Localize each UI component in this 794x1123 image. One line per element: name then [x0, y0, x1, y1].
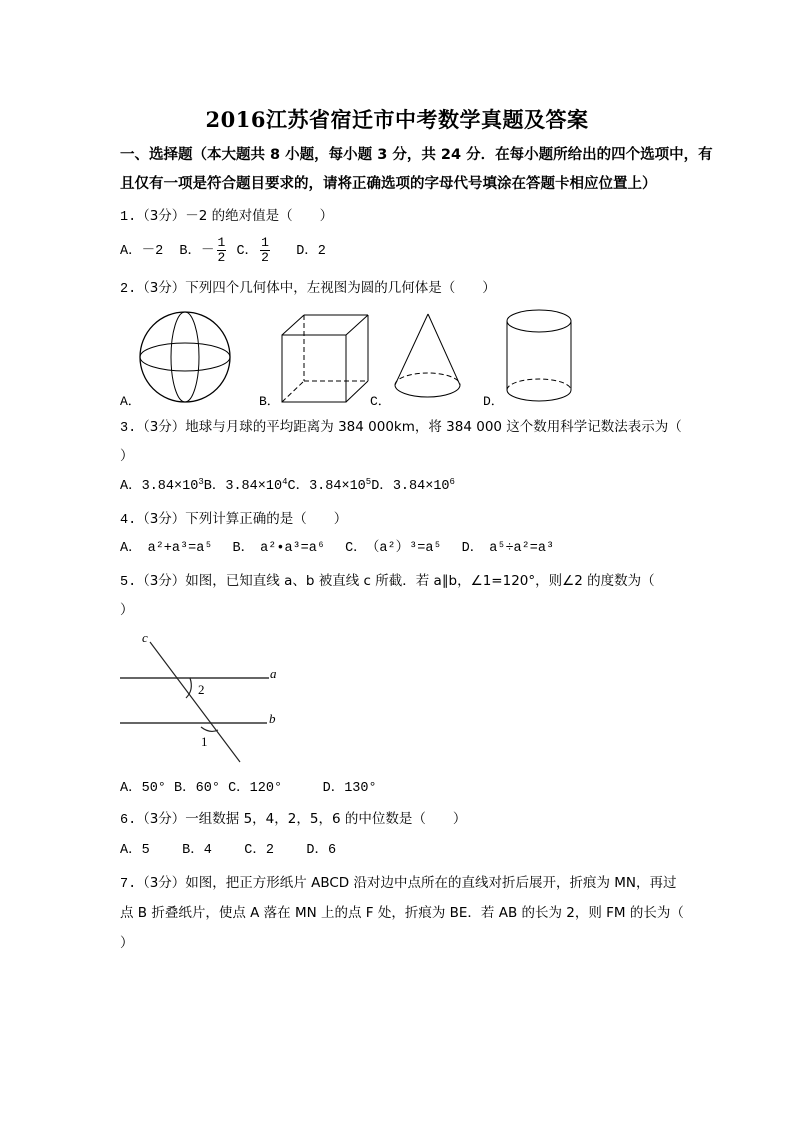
question-3-options	[120, 478, 455, 496]
option-a: A． a²+a³=a⁵	[120, 541, 213, 556]
angle-label-2: 2	[198, 682, 205, 697]
angle-label-1: 1	[201, 734, 208, 749]
figure-d-label: D．	[483, 394, 504, 409]
question-5-stem-line-1: 5.（3分）如图，已知直线 a、b 被直线 c 所截．若 a∥b，∠1=120°，则∠2 的度数为（	[120, 573, 655, 590]
question-2-stem: 2.（3分）下列四个几何体中，左视图为圆的几何体是（ ）	[120, 280, 496, 297]
question-1-stem	[120, 207, 333, 227]
figure-a-label: A．	[120, 394, 141, 409]
option-d: D．2	[296, 244, 326, 260]
section-heading-line-1: 一、选择题（本大题共 8 小题，每小题 3 分，共 24 分．在每小题所给出的四个选项中，有	[120, 147, 713, 163]
option-d: D．130°	[322, 781, 377, 796]
question-points: （3分）	[136, 208, 186, 224]
option-c: C． $\frac{1}{2}$	[236, 235, 269, 265]
option-a: A．5	[120, 843, 150, 858]
option-b: B． a²•a³=a⁶	[232, 541, 325, 556]
option-b: B．4	[182, 843, 212, 858]
question-7-stem-line-2: 点 B 折叠纸片，使点 A 落在 MN 上的点 F 处，折痕为 BE．若 AB 的长为 2，则 FM 的长为（	[120, 905, 684, 921]
question-4-options	[120, 540, 566, 558]
question-3-stem-line-1: 3.（3分）地球与月球的平均距离为 384 000km，将 384 000 这个数用科学记数法表示为（	[120, 419, 682, 436]
line-label-a: a	[270, 666, 277, 681]
option-a: A．－2	[120, 244, 164, 260]
option-c: C．$3.84\times 10^5$	[287, 477, 372, 494]
question-5-stem-line-2: ）	[120, 602, 134, 618]
sphere-figure	[138, 310, 233, 405]
fraction-one-half: $\frac{1}{2}$	[261, 235, 269, 265]
cone-figure	[393, 312, 463, 407]
figure-b-label: B．	[259, 394, 280, 409]
line-label-b: b	[269, 711, 276, 726]
option-d: D．6	[306, 843, 337, 858]
fraction-one-half: $\frac{1}{2}$	[217, 235, 226, 265]
question-4-stem: 4.（3分）下列计算正确的是（ ）	[120, 511, 348, 528]
document-title: 2016江苏省宿迁市中考数学真题及答案	[205, 107, 589, 132]
option-c: C．2	[244, 843, 274, 858]
cube-figure	[280, 313, 370, 405]
parallel-lines-figure	[110, 630, 290, 770]
option-d: D． a⁵÷a²=a³	[461, 541, 555, 556]
section-heading-line-2: 且仅有一项是符合题目要求的，请将正确选项的字母代号填涂在答题卡相应位置上）	[120, 176, 657, 192]
question-5-options	[120, 780, 377, 798]
question-7-stem-line-3: ）	[120, 935, 134, 951]
option-c: C．120°	[228, 781, 283, 796]
option-b: B．－ $\frac{1}{2}$	[179, 235, 226, 265]
question-3-stem-line-2: ）	[120, 448, 134, 464]
option-b: B．$3.84\times 10^4$	[203, 477, 288, 494]
option-a: A．$3.84\times 10^3$	[120, 477, 204, 494]
option-c: C． （a²）³=a⁵	[345, 541, 442, 556]
question-6-stem: 6.（3分）一组数据 5，4，2，5，6 的中位数是（ ）	[120, 811, 467, 828]
question-6-options	[120, 842, 336, 860]
question-7-stem-line-1: 7.（3分）如图，把正方形纸片 ABCD 沿对边中点所在的直线对折后展开，折痕为 MN，再过	[120, 875, 677, 892]
cylinder-figure	[505, 307, 573, 405]
option-a: A．50°	[120, 781, 166, 796]
question-number: 1.	[120, 210, 137, 225]
option-d: D．$3.84\times 10^6$	[371, 477, 455, 494]
question-1-options	[120, 236, 326, 265]
figure-c-label: C．	[370, 394, 391, 409]
question-text: －2 的绝对值是（ ）	[185, 208, 334, 224]
option-b: B．60°	[174, 781, 220, 796]
line-label-c: c	[142, 630, 148, 645]
